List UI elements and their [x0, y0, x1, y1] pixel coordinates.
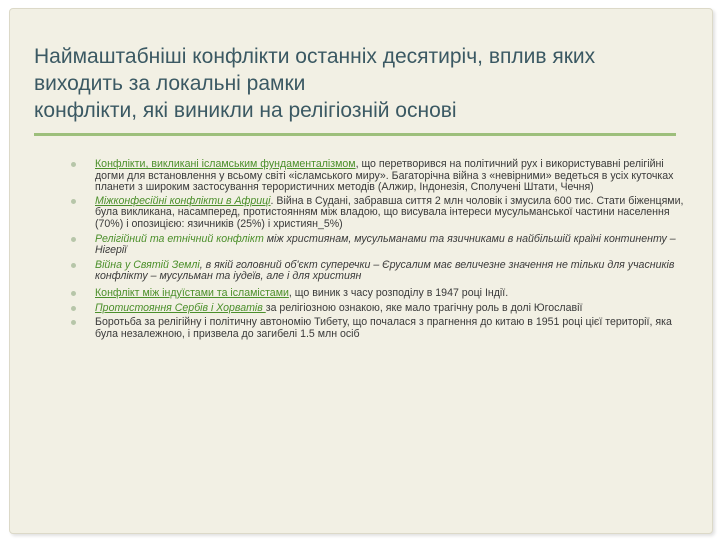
- bullet-icon: [71, 162, 76, 167]
- item-text: , в якій головний об'єкт суперечки – Єрусалим має величезне значення не тільки для учасників конфлікту – мусульман та іудеїв, але і для християн: [95, 258, 675, 283]
- title-line-2: виходить за локальні рамки: [34, 72, 306, 95]
- item-text: , що виник з часу розподілу в 1947 році Індії.: [288, 286, 509, 299]
- bullet-icon: [71, 199, 76, 204]
- item-text: . Війна в Судані, забравша сиття 2 млн чоловік і змусила 600 тис. Стати біженцями, була викликана, насамперед, протистоянням між владою, що висувала інтереси мусульманської частини населення (70%) і опозицією: язичників (25%) і християн_5%): [95, 194, 684, 230]
- list-item: [69, 317, 689, 340]
- title-line-3: конфлікти, які виникли на релігіозній основі: [34, 99, 457, 122]
- list-item: [69, 288, 689, 300]
- list-item: [69, 234, 689, 257]
- item-text: між християнам, мусульманами та язичниками в найбільшій країні континенту – Нігерії: [95, 232, 676, 257]
- item-text: , що перетворився на політичний рух і використувавні релігійні догми для встановлення у всьому світі «ісламського миру». Багаторічна війна з «невірними» ведеться в усіх куточках планети з широким застосування терористичних методів (Алжир, Індонезія, Сполучені Штати, Чечня): [95, 158, 674, 194]
- item-text: за релігіозною ознакою, яке мало трагічну роль в долі Югославії: [265, 301, 583, 314]
- title-line-1: Наймаштабніші конфлікти останніх десятиріч, вплив яких: [34, 45, 596, 68]
- title-divider: [34, 133, 676, 136]
- bullet-icon: [71, 237, 76, 242]
- item-highlight: Війна у Святій Землі: [95, 258, 200, 271]
- list-item: [69, 159, 689, 194]
- slide: [9, 8, 713, 534]
- item-link[interactable]: Протистояння Сербів і Хорватів: [95, 301, 266, 314]
- bullet-icon: [71, 291, 76, 296]
- list-item: [69, 260, 689, 283]
- bullet-list: [69, 159, 689, 340]
- bullet-icon: [71, 263, 76, 268]
- item-text: Боротьба за релігійну і політичну автономію Тибету, що почалася з прагнення до китаю в 1951 році цієї території, яка була незалежною, і призвела до загибелі 1.5 млн осіб: [95, 316, 672, 340]
- item-link[interactable]: Конфлікт між індуїстами та ісламістами: [95, 286, 289, 299]
- item-link[interactable]: Міжконфесійні конфлікти в Африці: [95, 194, 271, 207]
- list-item: [69, 303, 689, 315]
- bullet-icon: [71, 306, 76, 311]
- slide-title: [34, 43, 694, 124]
- list-item: [69, 196, 689, 231]
- bullet-icon: [71, 320, 76, 325]
- item-link[interactable]: Конфлікти, викликані ісламським фундаменталізмом: [95, 158, 356, 170]
- item-highlight: Релігійний та етнічний конфлікт: [95, 232, 264, 245]
